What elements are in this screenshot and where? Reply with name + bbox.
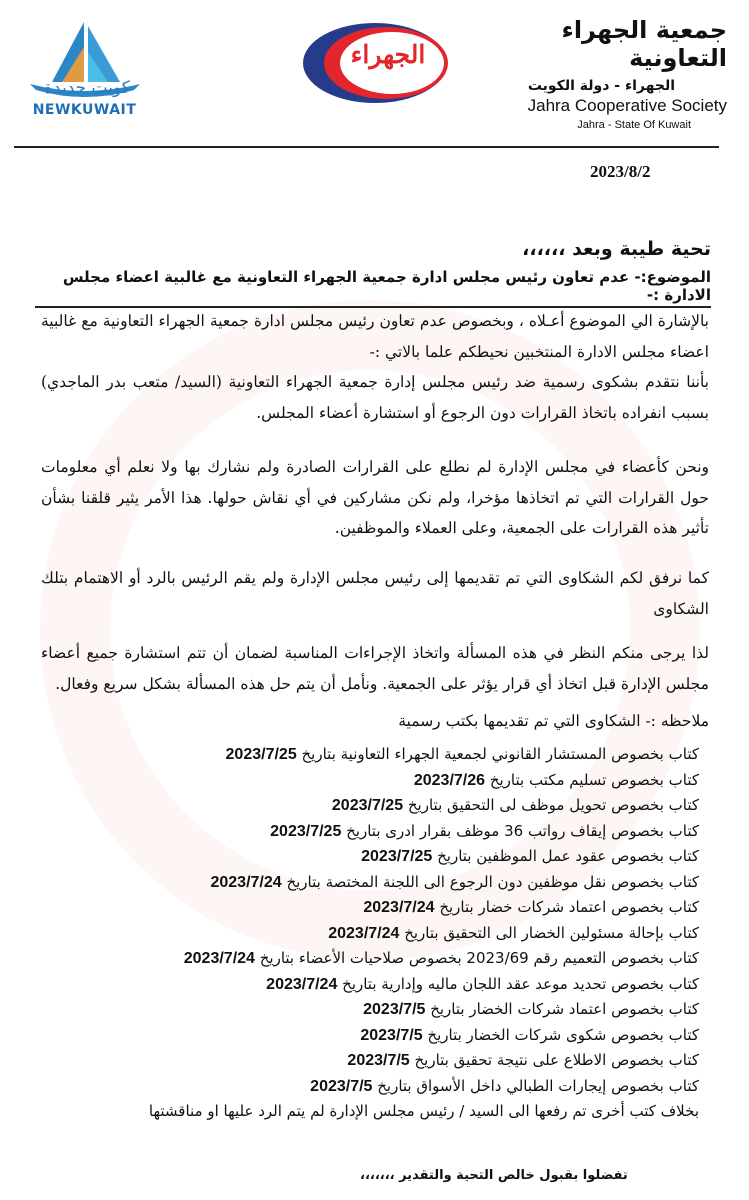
footer-line: بخلاف كتب أخرى تم رفعها الى السيد / رئيس مجلس الإدارة لم يتم الرد عليها او مناقشتها (148, 1102, 699, 1120)
org-location-english: Jahra - State Of Kuwait (577, 119, 691, 131)
list-item: كتاب بخصوص المستشار القانوني لجمعية الجهراء التعاونية بتاريخ 2023/7/25 (225, 745, 699, 763)
greeting: تحية طيبة وبعد ،،،،،، (522, 238, 711, 260)
paragraph-request: لذا يرجى منكم النظر في هذه المسألة واتخاذ الإجراءات المناسبة لضمان أن تتم استشارة جميع أعضاء مجلس الإدارة قبل اتخاذ أي قرار يؤثر على الجمعية. ونأمل أن يتم حل هذه المسألة بشكل سريع وفعال. (41, 644, 709, 693)
letter-date: 2023/8/2 (590, 162, 651, 181)
new-kuwait-arabic: كويت جديدة (44, 78, 130, 98)
list-item: كتاب بخصوص تحويل موظف لى التحقيق بتاريخ 2023/7/25 (331, 796, 699, 814)
subject-line: الموضوع:- عدم تعاون رئيس مجلس ادارة جمعية الجهراء التعاونية مع غالبية اعضاء مجلس الادارة :- (35, 268, 711, 308)
paragraph-note: ملاحظه :- الشكاوى التي تم تقديمها بكتب رسمية (398, 712, 709, 730)
letters-list (59, 742, 699, 1125)
list-item: كتاب بخصوص اعتماد شركات الخضار بتاريخ 2023/7/5 (363, 1000, 699, 1018)
list-item: كتاب بخصوص إيجارات الطبالي داخل الأسواق بتاريخ 2023/7/5 (310, 1076, 699, 1095)
paragraph-members: ونحن كأعضاء في مجلس الإدارة لم نطلع على القرارات الصادرة ولم نشارك بها ولا نعلم أي معلومات حول القرارات التي تم اتخاذها مؤخرا، ولم نكن مشاركين في أي نقاش حولها. هذا الأمر يثير قلقنا بشأن تأثير هذه القرارات على الجمعية، وعلى العملاء والموظفين. (41, 458, 709, 537)
paragraph-intro: بالإشارة الي الموضوع أعـلاه ، وبخصوص عدم تعاون رئيس مجلس ادارة جمعية الجهراء التعاونية مع غالبية اعضاء مجلس الادارة المنتخبين نحيطكم علما بالاتي :- (41, 312, 709, 361)
paragraph-attachments: كما نرفق لكم الشكاوى التي تم تقديمها إلى رئيس مجلس الإدارة ولم يقم الرئيس بالرد أو الاهتمام بتلك الشكاوى (41, 569, 709, 618)
closing-line: تفضلوا بقبول خالص التحية والتقدير ،،،،،،، (360, 1168, 628, 1183)
list-item: كتاب بخصوص تحديد موعد عقد اللجان ماليه وإدارية بتاريخ 2023/7/24 (266, 974, 699, 993)
jahra-logo-text: الجهراء (350, 40, 426, 69)
header-divider (14, 146, 719, 148)
org-name-english: Jahra Cooperative Society (527, 96, 727, 115)
list-item: كتاب بإحالة مسئولين الخضار الى التحقيق بتاريخ 2023/7/24 (328, 923, 699, 942)
list-item: كتاب بخصوص اعتماد شركات خضار بتاريخ 2023/7/24 (363, 898, 699, 916)
letterhead (0, 0, 749, 150)
org-location-arabic: الجهراء - دولة الكويت (527, 78, 675, 94)
list-item: كتاب بخصوص تسليم مكتب بتاريخ 2023/7/26 (413, 770, 699, 789)
list-item: كتاب بخصوص إيقاف رواتب 36 موظف بقرار ادرى بتاريخ 2023/7/25 (270, 821, 699, 840)
list-item: كتاب بخصوص شكوى شركات الخضار بتاريخ 2023/7/5 (360, 1025, 699, 1044)
list-item: كتاب بخصوص عقود عمل الموظفين بتاريخ 2023/7/25 (361, 847, 699, 865)
list-item: كتاب بخصوص نقل موظفين دون الرجوع الى اللجنة المختصة بتاريخ 2023/7/24 (210, 872, 699, 891)
new-kuwait-english: NEWKUWAIT (32, 102, 137, 118)
list-item: كتاب بخصوص الاطلاع على نتيجة تحقيق بتاريخ 2023/7/5 (347, 1051, 699, 1069)
organization-block (467, 16, 727, 131)
paragraph-complaint: بأننا نتقدم بشكوى رسمية ضد رئيس مجلس إدارة جمعية الجهراء التعاونية (السيد/ متعب بدر الماجدي) بسبب انفراده باتخاذ القرارات دون الرجوع أو استشارة أعضاء المجلس. (41, 373, 709, 422)
list-item: كتاب بخصوص التعميم رقم 2023/69 بخصوص صلاحيات الأعضاء بتاريخ 2023/7/24 (183, 949, 699, 967)
org-name-arabic: جمعية الجهراء التعاونية (561, 16, 727, 72)
